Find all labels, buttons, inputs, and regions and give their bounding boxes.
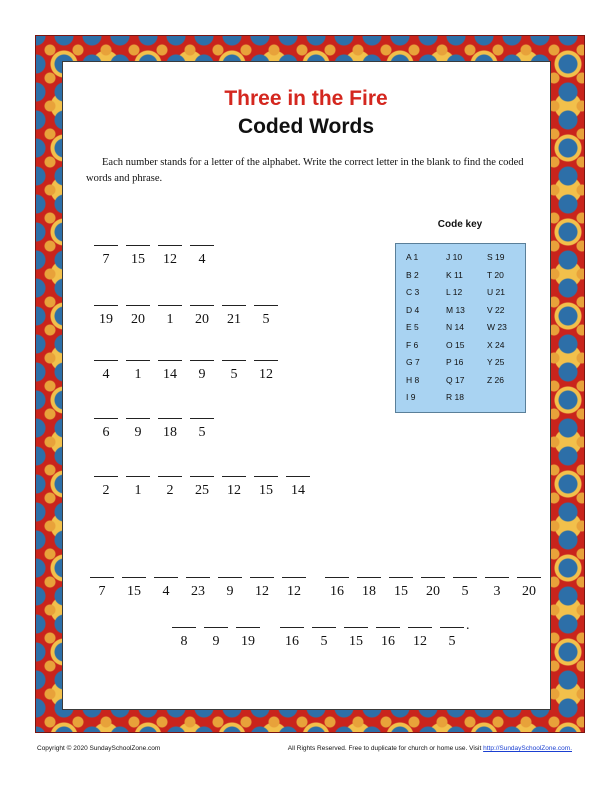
- code-number: 14: [291, 483, 305, 498]
- letter-slot: [93, 305, 119, 328]
- letter-blank[interactable]: [190, 245, 214, 246]
- coded-word: [185, 577, 313, 600]
- code-key-entry: Z 26: [487, 374, 505, 385]
- letter-slot: [189, 476, 215, 499]
- letter-slot: [279, 627, 305, 650]
- letter-slot: [221, 476, 247, 499]
- code-number: 1: [134, 367, 142, 382]
- code-key-entry: D 4: [406, 304, 420, 315]
- letter-slot: [235, 627, 261, 650]
- letter-slot: [221, 360, 247, 383]
- letter-blank[interactable]: [94, 418, 118, 419]
- letter-blank[interactable]: [222, 305, 246, 306]
- letter-blank[interactable]: [94, 360, 118, 361]
- code-number: 4: [198, 252, 206, 267]
- letter-slot: [375, 627, 401, 650]
- code-number: 20: [426, 584, 440, 599]
- code-number: 1: [166, 312, 174, 327]
- phrase-period: .: [466, 618, 470, 633]
- code-number: 15: [127, 584, 141, 599]
- letter-slot: [157, 418, 183, 441]
- letter-slot: [157, 245, 183, 268]
- code-number: 19: [241, 634, 255, 649]
- coded-word: [93, 360, 285, 383]
- letter-slot: [253, 360, 279, 383]
- code-key-entry: B 2: [406, 269, 419, 280]
- code-number: 16: [330, 584, 344, 599]
- letter-blank[interactable]: [440, 627, 464, 628]
- letter-slot: [189, 245, 215, 268]
- letter-slot: [189, 305, 215, 328]
- letter-blank[interactable]: [517, 577, 541, 578]
- letter-slot: [452, 577, 478, 600]
- letter-blank[interactable]: [254, 476, 278, 477]
- code-number: 20: [131, 312, 145, 327]
- code-number: 15: [259, 483, 273, 498]
- code-key-entry: E 5: [406, 322, 419, 332]
- letter-slot: [93, 360, 119, 383]
- code-number: 18: [163, 425, 177, 440]
- letter-slot: [121, 577, 147, 600]
- code-number: 6: [102, 425, 110, 440]
- coded-word: [93, 245, 221, 268]
- letter-blank[interactable]: [408, 627, 432, 628]
- letter-blank[interactable]: [222, 476, 246, 477]
- letter-blank[interactable]: [453, 577, 477, 578]
- letter-slot: [157, 360, 183, 383]
- letter-blank[interactable]: [204, 627, 228, 628]
- letter-slot: [153, 577, 179, 600]
- letter-slot: [356, 577, 382, 600]
- letter-slot: [420, 577, 446, 600]
- letter-blank[interactable]: [357, 577, 381, 578]
- code-number: 21: [227, 312, 241, 327]
- code-number: 9: [212, 634, 220, 649]
- code-key-entry: G 7: [406, 357, 420, 367]
- letter-slot: [324, 577, 350, 600]
- code-number: 23: [191, 584, 205, 599]
- letter-blank[interactable]: [190, 418, 214, 419]
- letter-blank[interactable]: [286, 476, 310, 477]
- letter-blank[interactable]: [158, 305, 182, 306]
- code-key-column-2: [446, 251, 482, 409]
- footer-copyright: Copyright © 2020 SundaySchoolZone.com: [37, 745, 161, 752]
- code-number: 12: [227, 483, 241, 498]
- coded-word: [171, 627, 267, 650]
- code-number: 8: [180, 634, 188, 649]
- code-key-entry: H 8: [406, 374, 420, 385]
- code-number: 5: [448, 634, 456, 649]
- code-number: 12: [163, 252, 177, 267]
- code-number: 9: [198, 367, 206, 382]
- code-number: 16: [381, 634, 395, 649]
- letter-slot: [89, 577, 115, 600]
- letter-blank[interactable]: [222, 360, 246, 361]
- code-key-entry: C 3: [406, 287, 420, 297]
- instructions-text: Each number stands for a letter of the alphabet. Write the correct letter in the blank to find the coded words and phrase.: [86, 157, 524, 184]
- coded-word: [279, 627, 471, 650]
- letter-slot: [93, 476, 119, 499]
- code-key-entry: J 10: [446, 252, 463, 262]
- code-number: 2: [102, 483, 110, 498]
- code-number: 3: [493, 584, 501, 599]
- code-number: 15: [349, 634, 363, 649]
- letter-slot: [249, 577, 275, 600]
- code-key-entry: Y 25: [487, 357, 505, 367]
- code-number: 15: [394, 584, 408, 599]
- code-key-heading: Code key: [437, 219, 483, 230]
- code-number: 5: [461, 584, 469, 599]
- letter-slot: [516, 577, 542, 600]
- code-number: 12: [259, 367, 273, 382]
- letter-slot: [125, 360, 151, 383]
- coded-word: [324, 577, 548, 600]
- letter-blank[interactable]: [250, 577, 274, 578]
- letter-slot: [157, 305, 183, 328]
- code-number: 5: [262, 312, 270, 327]
- code-number: 4: [162, 584, 170, 599]
- letter-slot: [125, 305, 151, 328]
- code-key-entry: U 21: [487, 287, 505, 297]
- letter-blank[interactable]: [158, 360, 182, 361]
- code-key-entry: T 20: [487, 269, 504, 280]
- coded-word: [93, 476, 317, 499]
- code-number: 15: [131, 252, 145, 267]
- letter-blank[interactable]: [94, 476, 118, 477]
- coded-word: [93, 305, 285, 328]
- letter-blank[interactable]: [190, 360, 214, 361]
- code-key-entry: X 24: [487, 339, 505, 350]
- letter-slot: [217, 577, 243, 600]
- letter-slot: [125, 418, 151, 441]
- letter-slot: [185, 577, 211, 600]
- code-key-entry: M 13: [446, 304, 465, 315]
- letter-slot: [343, 627, 369, 650]
- letter-slot: [93, 245, 119, 268]
- letter-slot: [388, 577, 414, 600]
- code-key-entry: S 19: [487, 252, 505, 262]
- letter-blank[interactable]: [94, 245, 118, 246]
- code-number: 5: [198, 425, 206, 440]
- coded-word: [93, 418, 221, 441]
- code-number: 20: [522, 584, 536, 599]
- letter-slot: [439, 627, 465, 650]
- letter-blank[interactable]: [126, 418, 150, 419]
- letter-blank[interactable]: [158, 245, 182, 246]
- code-number: 12: [287, 584, 301, 599]
- letter-slot: [125, 245, 151, 268]
- letter-blank[interactable]: [280, 627, 304, 628]
- code-number: 19: [99, 312, 113, 327]
- letter-blank[interactable]: [94, 305, 118, 306]
- code-number: 2: [166, 483, 174, 498]
- code-key-entry: R 18: [446, 392, 464, 402]
- footer-link[interactable]: http://SundaySchoolZone.com.: [483, 745, 572, 752]
- code-key-entry: V 22: [487, 304, 505, 315]
- coded-word: [89, 577, 185, 600]
- code-key-box: [395, 243, 526, 413]
- code-number: 9: [226, 584, 234, 599]
- letter-slot: [189, 360, 215, 383]
- letter-slot: [171, 627, 197, 650]
- letter-blank[interactable]: [172, 627, 196, 628]
- letter-blank[interactable]: [154, 577, 178, 578]
- letter-slot: [407, 627, 433, 650]
- page-title: Three in the Fire: [224, 87, 388, 110]
- letter-slot: [189, 418, 215, 441]
- letter-blank[interactable]: [126, 476, 150, 477]
- code-number: 9: [134, 425, 142, 440]
- letter-blank[interactable]: [325, 577, 349, 578]
- letter-blank[interactable]: [236, 627, 260, 628]
- code-key-entry: W 23: [487, 322, 507, 332]
- letter-blank[interactable]: [126, 305, 150, 306]
- letter-blank[interactable]: [485, 577, 509, 578]
- code-key-entry: K 11: [446, 269, 463, 280]
- footer-rights-text: All Rights Reserved. Free to duplicate for church or home use. Visit: [287, 745, 482, 752]
- code-number: 5: [320, 634, 328, 649]
- letter-slot: [253, 476, 279, 499]
- code-key-entry: L 12: [446, 287, 463, 297]
- letter-blank[interactable]: [126, 245, 150, 246]
- code-key-column-3: [487, 251, 523, 391]
- letter-slot: [221, 305, 247, 328]
- code-number: 12: [413, 634, 427, 649]
- code-key-entry: I 9: [406, 392, 416, 402]
- letter-slot: [253, 305, 279, 328]
- letter-blank[interactable]: [421, 577, 445, 578]
- code-key-column-1: [406, 251, 442, 409]
- letter-blank[interactable]: [122, 577, 146, 578]
- code-number: 18: [362, 584, 376, 599]
- letter-slot: [311, 627, 337, 650]
- letter-slot: [157, 476, 183, 499]
- letter-slot: [93, 418, 119, 441]
- footer-rights: [288, 745, 572, 752]
- letter-slot: [125, 476, 151, 499]
- letter-blank[interactable]: [186, 577, 210, 578]
- code-key-entry: F 6: [406, 339, 419, 350]
- code-number: 1: [134, 483, 142, 498]
- code-number: 25: [195, 483, 209, 498]
- letter-blank[interactable]: [158, 476, 182, 477]
- letter-blank[interactable]: [312, 627, 336, 628]
- code-key-entry: Q 17: [446, 374, 465, 385]
- letter-slot: [285, 476, 311, 499]
- letter-blank[interactable]: [218, 577, 242, 578]
- letter-slot: [203, 627, 229, 650]
- code-number: 16: [285, 634, 299, 649]
- code-key-entry: O 15: [446, 339, 465, 350]
- code-key-entry: N 14: [446, 322, 464, 332]
- page-subtitle: Coded Words: [237, 115, 375, 138]
- letter-blank[interactable]: [344, 627, 368, 628]
- letter-blank[interactable]: [254, 305, 278, 306]
- letter-blank[interactable]: [254, 360, 278, 361]
- letter-blank[interactable]: [190, 476, 214, 477]
- letter-slot: [281, 577, 307, 600]
- letter-blank[interactable]: [282, 577, 306, 578]
- letter-blank[interactable]: [158, 418, 182, 419]
- code-number: 4: [102, 367, 110, 382]
- code-number: 5: [230, 367, 238, 382]
- letter-blank[interactable]: [389, 577, 413, 578]
- code-number: 20: [195, 312, 209, 327]
- letter-blank[interactable]: [126, 360, 150, 361]
- code-key-entry: A 1: [406, 252, 419, 262]
- letter-slot: [484, 577, 510, 600]
- letter-blank[interactable]: [376, 627, 400, 628]
- code-number: 7: [98, 584, 106, 599]
- letter-blank[interactable]: [190, 305, 214, 306]
- code-number: 12: [255, 584, 269, 599]
- letter-blank[interactable]: [90, 577, 114, 578]
- code-number: 7: [102, 252, 110, 267]
- code-number: 14: [163, 367, 177, 382]
- code-key-entry: P 16: [446, 357, 464, 367]
